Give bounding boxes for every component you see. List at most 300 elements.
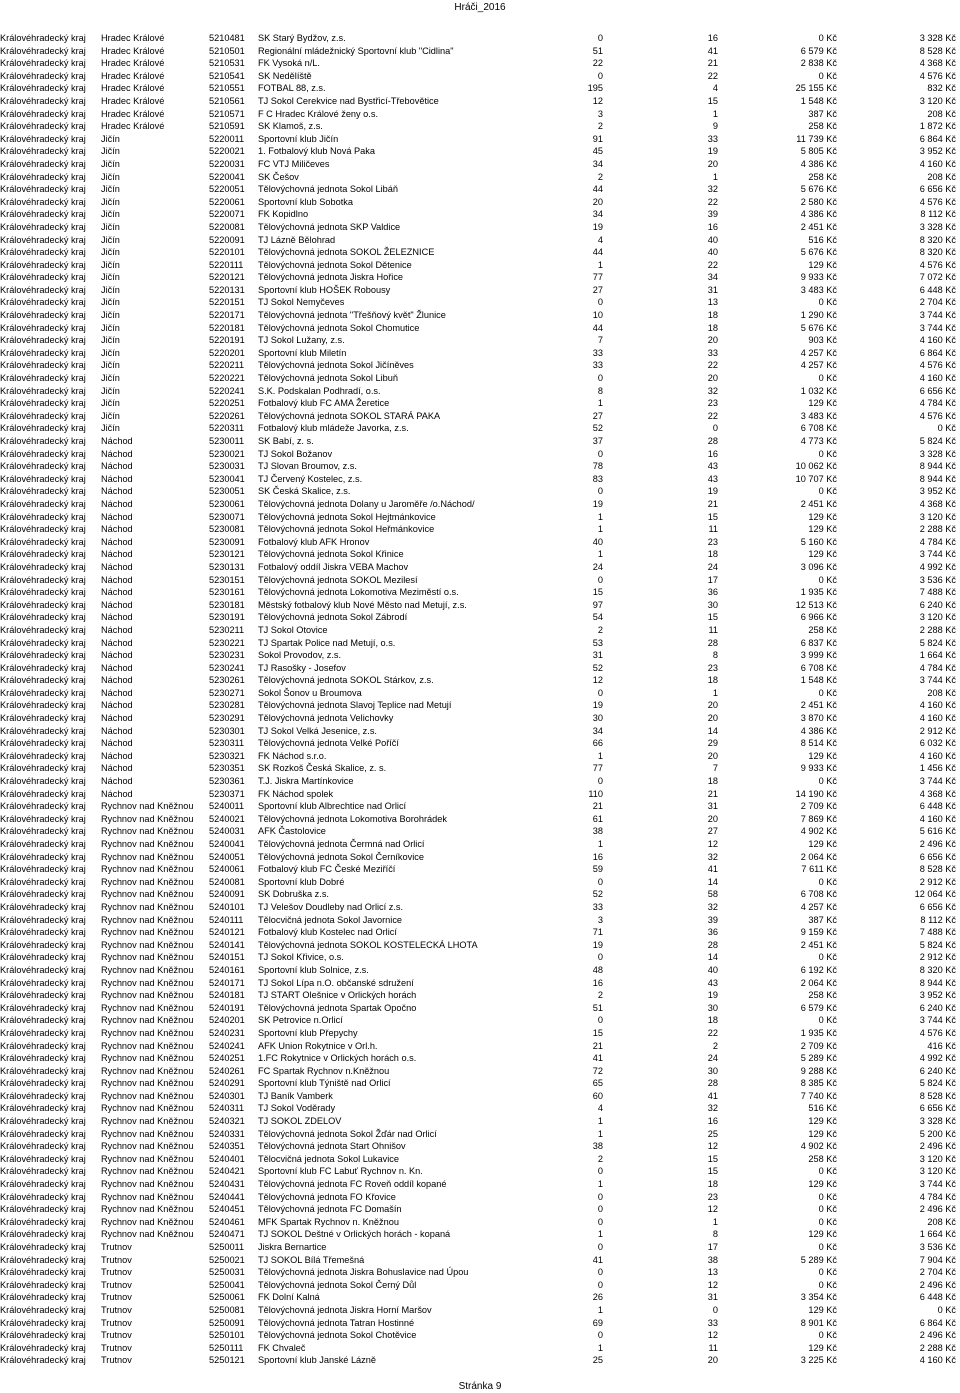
players-count-cell: 1 — [597, 549, 603, 560]
player-subsidy-cell: 4 386 Kč — [800, 725, 837, 736]
district-cell: Jičín — [101, 146, 120, 157]
table-row — [0, 296, 960, 309]
matches-count-cell: 28 — [707, 637, 718, 648]
club-code-cell: 5210591 — [209, 121, 245, 132]
club-code-cell: 5240311 — [209, 1103, 245, 1114]
match-subsidy-cell: 4 368 Kč — [919, 498, 956, 509]
club-name-cell: SK Klamoš, z.s. — [258, 121, 323, 132]
table-row — [0, 498, 960, 511]
player-subsidy-cell: 129 Kč — [808, 524, 837, 535]
club-name-cell: Tělovýchovná jednota Tatran Hostinné — [258, 1317, 415, 1328]
district-cell: Rychnov nad Kněžnou — [101, 826, 194, 837]
district-cell: Hradec Králové — [101, 83, 165, 94]
player-subsidy-cell: 11 739 Kč — [796, 133, 837, 144]
matches-count-cell: 22 — [707, 360, 718, 371]
matches-count-cell: 0 — [712, 423, 718, 434]
club-code-cell: 5240231 — [209, 1027, 245, 1038]
district-cell: Jičín — [101, 410, 120, 421]
matches-count-cell: 27 — [707, 826, 718, 837]
district-cell: Náchod — [101, 486, 133, 497]
player-subsidy-cell: 129 Kč — [808, 1128, 837, 1139]
table-row — [0, 800, 960, 813]
player-subsidy-cell: 2 451 Kč — [800, 498, 837, 509]
club-name-cell: SK Babí, z. s. — [258, 436, 314, 446]
matches-count-cell: 24 — [707, 1053, 718, 1064]
players-count-cell: 15 — [592, 587, 603, 598]
club-name-cell: Fotbalový klub AFK Hronov — [258, 536, 370, 547]
table-row — [0, 951, 960, 964]
region-cell: Královéhradecký kraj — [0, 1242, 86, 1252]
players-count-cell: 2 — [597, 624, 603, 635]
club-name-cell: Tělovýchovná jednota Sokol Zábrodí — [258, 612, 408, 623]
matches-count-cell: 18 — [707, 549, 718, 560]
match-subsidy-cell: 3 744 Kč — [919, 675, 956, 686]
matches-count-cell: 1 — [712, 108, 718, 119]
players-count-cell: 16 — [592, 851, 603, 862]
club-code-cell: 5240301 — [209, 1090, 245, 1101]
player-subsidy-cell: 3 483 Kč — [800, 410, 837, 421]
table-row — [0, 914, 960, 927]
club-code-cell: 5220011 — [209, 133, 245, 144]
club-name-cell: TJ START Olešnice v Orlických horách — [258, 990, 417, 1001]
players-count-cell: 66 — [592, 738, 603, 749]
matches-count-cell: 15 — [707, 1153, 718, 1164]
players-count-cell: 8 — [597, 385, 603, 396]
players-count-cell: 34 — [592, 725, 603, 736]
table-row — [0, 599, 960, 612]
club-code-cell: 5240351 — [209, 1141, 245, 1152]
table-row — [0, 1065, 960, 1078]
club-name-cell: SK Starý Bydžov, z.s. — [258, 33, 346, 43]
district-cell: Hradec Králové — [101, 121, 165, 132]
club-name-cell: Tělovýchovná jednota Spartak Opočno — [258, 1002, 417, 1013]
club-code-cell: 5250081 — [209, 1304, 245, 1315]
players-count-cell: 71 — [592, 927, 603, 938]
matches-count-cell: 43 — [707, 977, 718, 988]
matches-count-cell: 11 — [708, 1342, 718, 1353]
club-name-cell: Sportovní klub Solnice, z.s. — [258, 964, 369, 975]
player-subsidy-cell: 129 Kč — [808, 549, 837, 560]
players-count-cell: 77 — [592, 763, 603, 774]
matches-count-cell: 32 — [707, 385, 718, 396]
district-cell: Trutnov — [101, 1317, 132, 1328]
table-row — [0, 196, 960, 209]
table-row — [0, 1153, 960, 1166]
players-count-cell: 51 — [592, 45, 603, 56]
club-code-cell: 5240151 — [209, 952, 245, 963]
matches-count-cell: 8 — [712, 1229, 718, 1240]
club-name-cell: FK Kopidlno — [258, 209, 309, 220]
match-subsidy-cell: 8 112 Kč — [920, 914, 956, 925]
club-code-cell: 5230181 — [209, 599, 245, 610]
match-subsidy-cell: 3 744 Kč — [919, 310, 956, 321]
region-cell: Královéhradecký kraj — [0, 284, 86, 295]
matches-count-cell: 43 — [707, 473, 718, 484]
match-subsidy-cell: 208 Kč — [927, 171, 956, 182]
players-count-cell: 0 — [597, 448, 603, 459]
players-count-cell: 33 — [592, 360, 603, 371]
player-subsidy-cell: 0 Kč — [818, 876, 837, 887]
district-cell: Náchod — [101, 750, 133, 761]
club-code-cell: 5220151 — [209, 297, 245, 308]
match-subsidy-cell: 7 072 Kč — [919, 272, 956, 283]
club-code-cell: 5250041 — [209, 1279, 245, 1290]
club-code-cell: 5230061 — [209, 498, 245, 509]
club-name-cell: Tělovýchovná jednota SOKOL STARÁ PAKA — [258, 410, 441, 421]
player-subsidy-cell: 5 289 Kč — [800, 1254, 837, 1265]
district-cell: Náchod — [101, 574, 133, 585]
region-cell: Královéhradecký kraj — [0, 813, 86, 824]
club-code-cell: 5230221 — [209, 637, 245, 648]
matches-count-cell: 13 — [707, 297, 718, 308]
club-code-cell: 5240241 — [209, 1040, 245, 1051]
players-count-cell: 34 — [592, 209, 603, 220]
region-cell: Královéhradecký kraj — [0, 851, 86, 862]
player-subsidy-cell: 0 Kč — [818, 1242, 837, 1252]
match-subsidy-cell: 6 448 Kč — [919, 801, 956, 812]
district-cell: Rychnov nad Kněžnou — [101, 1090, 194, 1101]
player-subsidy-cell: 6 708 Kč — [800, 423, 837, 434]
matches-count-cell: 14 — [707, 876, 718, 887]
region-cell: Královéhradecký kraj — [0, 1027, 86, 1038]
player-subsidy-cell: 2 451 Kč — [800, 939, 837, 950]
player-subsidy-cell: 0 Kč — [818, 33, 837, 43]
region-cell: Královéhradecký kraj — [0, 1116, 86, 1127]
region-cell: Královéhradecký kraj — [0, 70, 86, 81]
data-table — [0, 32, 960, 1367]
region-cell: Královéhradecký kraj — [0, 826, 86, 837]
club-code-cell: 5210541 — [209, 70, 245, 81]
district-cell: Náchod — [101, 461, 133, 472]
district-cell: Jičín — [101, 322, 120, 333]
match-subsidy-cell: 3 744 Kč — [919, 549, 956, 560]
table-row — [0, 1329, 960, 1342]
region-cell: Královéhradecký kraj — [0, 1317, 86, 1328]
region-cell: Královéhradecký kraj — [0, 221, 86, 232]
district-cell: Rychnov nad Kněžnou — [101, 813, 194, 824]
region-cell: Královéhradecký kraj — [0, 423, 86, 434]
match-subsidy-cell: 6 240 Kč — [919, 599, 956, 610]
matches-count-cell: 43 — [707, 461, 718, 472]
region-cell: Královéhradecký kraj — [0, 1153, 86, 1164]
matches-count-cell: 14 — [707, 952, 718, 963]
table-row — [0, 813, 960, 826]
district-cell: Jičín — [101, 360, 120, 371]
match-subsidy-cell: 8 320 Kč — [919, 247, 956, 258]
table-row — [0, 57, 960, 70]
club-code-cell: 5210531 — [209, 58, 245, 69]
match-subsidy-cell: 2 288 Kč — [919, 624, 956, 635]
club-code-cell: 5230041 — [209, 473, 245, 484]
match-subsidy-cell: 2 496 Kč — [919, 1330, 956, 1341]
player-subsidy-cell: 4 902 Kč — [800, 1141, 837, 1152]
region-cell: Královéhradecký kraj — [0, 1204, 86, 1215]
players-count-cell: 1 — [597, 398, 603, 409]
club-code-cell: 5240471 — [209, 1229, 245, 1240]
match-subsidy-cell: 5 824 Kč — [919, 637, 956, 648]
district-cell: Rychnov nad Kněžnou — [101, 901, 194, 912]
player-subsidy-cell: 4 386 Kč — [800, 158, 837, 169]
table-row — [0, 939, 960, 952]
players-count-cell: 0 — [597, 876, 603, 887]
district-cell: Jičín — [101, 335, 120, 346]
district-cell: Rychnov nad Kněžnou — [101, 864, 194, 875]
player-subsidy-cell: 4 257 Kč — [800, 901, 837, 912]
club-name-cell: Tělovýchovná jednota FC Roveň oddíl kopané — [258, 1179, 447, 1190]
players-count-cell: 0 — [597, 1216, 603, 1227]
club-code-cell: 5230301 — [209, 725, 245, 736]
club-code-cell: 5220261 — [209, 410, 245, 421]
table-row — [0, 1128, 960, 1141]
table-row — [0, 284, 960, 297]
table-row — [0, 234, 960, 247]
club-name-cell: TJ SOKOL Deštné v Orlických horách - kopaná — [258, 1229, 451, 1240]
match-subsidy-cell: 7 488 Kč — [919, 587, 956, 598]
matches-count-cell: 29 — [707, 738, 718, 749]
table-row — [0, 1203, 960, 1216]
region-cell: Královéhradecký kraj — [0, 574, 86, 585]
region-cell: Královéhradecký kraj — [0, 247, 86, 258]
player-subsidy-cell: 0 Kč — [818, 1279, 837, 1290]
players-count-cell: 0 — [597, 1015, 603, 1026]
table-row — [0, 322, 960, 335]
district-cell: Rychnov nad Kněžnou — [101, 1103, 194, 1114]
region-cell: Královéhradecký kraj — [0, 864, 86, 875]
region-cell: Královéhradecký kraj — [0, 1179, 86, 1190]
region-cell: Královéhradecký kraj — [0, 901, 86, 912]
match-subsidy-cell: 8 944 Kč — [919, 461, 956, 472]
club-name-cell: Tělovýchovná jednota Sokol Žďár nad Orlicí — [258, 1128, 437, 1139]
player-subsidy-cell: 0 Kč — [818, 1330, 837, 1341]
players-count-cell: 27 — [592, 410, 603, 421]
club-code-cell: 5230231 — [209, 650, 245, 661]
club-code-cell: 5230151 — [209, 574, 245, 585]
region-cell: Královéhradecký kraj — [0, 1015, 86, 1026]
players-count-cell: 40 — [592, 536, 603, 547]
club-name-cell: Tělovýchovná jednota Sokol Černý Důl — [258, 1279, 417, 1290]
player-subsidy-cell: 8 514 Kč — [800, 738, 837, 749]
club-code-cell: 5230321 — [209, 750, 245, 761]
region-cell: Královéhradecký kraj — [0, 536, 86, 547]
page-title: Hráči_2016 — [454, 2, 506, 13]
district-cell: Náchod — [101, 624, 133, 635]
players-count-cell: 83 — [592, 473, 603, 484]
club-code-cell: 5220101 — [209, 247, 245, 258]
player-subsidy-cell: 516 Kč — [808, 234, 837, 245]
club-name-cell: SK Nedělíště — [258, 70, 312, 81]
matches-count-cell: 39 — [707, 914, 718, 925]
player-subsidy-cell: 258 Kč — [808, 1153, 837, 1164]
matches-count-cell: 16 — [707, 33, 718, 43]
club-name-cell: Sportovní klub Přepychy — [258, 1027, 358, 1038]
district-cell: Rychnov nad Kněžnou — [101, 889, 194, 900]
club-code-cell: 5220061 — [209, 196, 245, 207]
club-code-cell: 5230031 — [209, 461, 245, 472]
table-row — [0, 95, 960, 108]
table-row — [0, 397, 960, 410]
club-code-cell: 5230361 — [209, 776, 245, 787]
players-count-cell: 0 — [597, 952, 603, 963]
club-name-cell: FK Dolní Kalná — [258, 1292, 320, 1303]
players-count-cell: 24 — [592, 561, 603, 572]
matches-count-cell: 18 — [707, 675, 718, 686]
match-subsidy-cell: 8 320 Kč — [919, 964, 956, 975]
player-subsidy-cell: 0 Kč — [818, 1204, 837, 1215]
district-cell: Jičín — [101, 133, 120, 144]
player-subsidy-cell: 5 289 Kč — [800, 1053, 837, 1064]
region-cell: Královéhradecký kraj — [0, 788, 86, 799]
players-count-cell: 2 — [597, 1153, 603, 1164]
match-subsidy-cell: 2 704 Kč — [919, 1267, 956, 1278]
matches-count-cell: 32 — [707, 1103, 718, 1114]
match-subsidy-cell: 6 448 Kč — [919, 284, 956, 295]
district-cell: Hradec Králové — [101, 70, 165, 81]
player-subsidy-cell: 1 548 Kč — [800, 675, 837, 686]
players-count-cell: 4 — [597, 1103, 603, 1114]
player-subsidy-cell: 10 062 Kč — [795, 461, 837, 472]
club-name-cell: TJ Sokol Křivice, o.s. — [258, 952, 344, 963]
region-cell: Královéhradecký kraj — [0, 977, 86, 988]
district-cell: Náchod — [101, 725, 133, 736]
club-code-cell: 5210571 — [209, 108, 245, 119]
matches-count-cell: 20 — [707, 813, 718, 824]
matches-count-cell: 36 — [707, 927, 718, 938]
players-count-cell: 19 — [592, 498, 603, 509]
player-subsidy-cell: 1 935 Kč — [800, 587, 837, 598]
club-code-cell: 5220181 — [209, 322, 245, 333]
club-name-cell: Tělovýchovná jednota Sokol Libáň — [258, 184, 398, 195]
district-cell: Trutnov — [101, 1330, 132, 1341]
player-subsidy-cell: 2 064 Kč — [800, 851, 837, 862]
players-count-cell: 15 — [592, 1027, 603, 1038]
region-cell: Královéhradecký kraj — [0, 385, 86, 396]
player-subsidy-cell: 3 870 Kč — [800, 713, 837, 724]
table-row — [0, 259, 960, 272]
players-count-cell: 1 — [597, 259, 603, 270]
matches-count-cell: 41 — [707, 1090, 718, 1101]
matches-count-cell: 30 — [707, 599, 718, 610]
district-cell: Trutnov — [101, 1355, 132, 1366]
club-code-cell: 5220251 — [209, 398, 245, 409]
match-subsidy-cell: 2 704 Kč — [919, 297, 956, 308]
district-cell: Rychnov nad Kněžnou — [101, 1040, 194, 1051]
district-cell: Náchod — [101, 561, 133, 572]
table-row — [0, 1014, 960, 1027]
district-cell: Rychnov nad Kněžnou — [101, 1166, 194, 1177]
match-subsidy-cell: 6 032 Kč — [919, 738, 956, 749]
table-row — [0, 1317, 960, 1330]
players-count-cell: 2 — [597, 171, 603, 182]
district-cell: Jičín — [101, 184, 120, 195]
table-row — [0, 624, 960, 637]
club-code-cell: 5250031 — [209, 1267, 245, 1278]
table-row — [0, 221, 960, 234]
region-cell: Královéhradecký kraj — [0, 436, 86, 446]
table-row — [0, 145, 960, 158]
table-row — [0, 334, 960, 347]
table-row — [0, 977, 960, 990]
match-subsidy-cell: 3 744 Kč — [919, 1015, 956, 1026]
player-subsidy-cell: 903 Kč — [808, 335, 837, 346]
players-count-cell: 53 — [592, 637, 603, 648]
matches-count-cell: 38 — [707, 1254, 718, 1265]
match-subsidy-cell: 1 872 Kč — [919, 121, 956, 132]
club-name-cell: TJ Rasošky - Josefov — [258, 662, 346, 673]
district-cell: Náchod — [101, 650, 133, 661]
match-subsidy-cell: 6 656 Kč — [919, 385, 956, 396]
club-code-cell: 5240111 — [209, 914, 244, 925]
club-name-cell: FOTBAL 88, z.s. — [258, 83, 326, 94]
player-subsidy-cell: 9 933 Kč — [800, 272, 837, 283]
players-count-cell: 21 — [592, 1040, 603, 1051]
region-cell: Královéhradecký kraj — [0, 473, 86, 484]
region-cell: Královéhradecký kraj — [0, 398, 86, 409]
match-subsidy-cell: 5 200 Kč — [919, 1128, 956, 1139]
club-name-cell: AFK Častolovice — [258, 826, 326, 837]
club-code-cell: 5220191 — [209, 335, 245, 346]
club-name-cell: Regionální mládežnický Sportovní klub "Cidlina" — [258, 45, 454, 56]
page-number: Stránka 9 — [458, 1381, 502, 1392]
club-name-cell: Městský fotbalový klub Nové Město nad Metují, z.s. — [258, 599, 467, 610]
district-cell: Náchod — [101, 473, 133, 484]
matches-count-cell: 36 — [707, 587, 718, 598]
club-name-cell: TJ Sokol Cerekvice nad Bystřicí-Třebovětice — [258, 95, 439, 106]
players-count-cell: 26 — [592, 1292, 603, 1303]
players-count-cell: 110 — [588, 788, 603, 799]
table-row — [0, 410, 960, 423]
club-code-cell: 5220121 — [209, 272, 245, 283]
match-subsidy-cell: 208 Kč — [927, 687, 956, 698]
matches-count-cell: 15 — [707, 95, 718, 106]
district-cell: Hradec Králové — [101, 33, 165, 43]
region-cell: Královéhradecký kraj — [0, 801, 86, 812]
club-code-cell: 5230071 — [209, 511, 245, 522]
club-name-cell: Tělovýchovná jednota Sokol Hejtmánkovice — [258, 511, 436, 522]
district-cell: Trutnov — [101, 1267, 132, 1278]
club-name-cell: 1. Fotbalový klub Nová Paka — [258, 146, 375, 157]
players-count-cell: 59 — [592, 864, 603, 875]
club-name-cell: Tělovýchovná jednota Jiskra Bohuslavice nad Úpou — [258, 1267, 469, 1278]
club-code-cell: 5250061 — [209, 1292, 245, 1303]
region-cell: Královéhradecký kraj — [0, 410, 86, 421]
match-subsidy-cell: 3 120 Kč — [919, 95, 956, 106]
table-row — [0, 876, 960, 889]
table-row — [0, 347, 960, 360]
matches-count-cell: 20 — [707, 700, 718, 711]
player-subsidy-cell: 0 Kč — [818, 486, 837, 497]
player-subsidy-cell: 7 611 Kč — [801, 864, 837, 875]
match-subsidy-cell: 4 368 Kč — [919, 58, 956, 69]
matches-count-cell: 20 — [707, 1355, 718, 1366]
match-subsidy-cell: 3 328 Kč — [919, 33, 956, 43]
player-subsidy-cell: 6 708 Kč — [800, 662, 837, 673]
district-cell: Náchod — [101, 675, 133, 686]
player-subsidy-cell: 5 676 Kč — [800, 247, 837, 258]
club-name-cell: Fotbalový klub mládeže Javorka, z.s. — [258, 423, 409, 434]
club-code-cell: 5230211 — [209, 624, 245, 635]
district-cell: Rychnov nad Kněžnou — [101, 952, 194, 963]
district-cell: Rychnov nad Kněžnou — [101, 977, 194, 988]
club-name-cell: Tělovýchovná jednota FC Domašín — [258, 1204, 402, 1215]
player-subsidy-cell: 1 548 Kč — [800, 95, 837, 106]
player-subsidy-cell: 9 933 Kč — [800, 763, 837, 774]
table-row — [0, 586, 960, 599]
match-subsidy-cell: 3 744 Kč — [919, 776, 956, 787]
region-cell: Královéhradecký kraj — [0, 1166, 86, 1177]
players-count-cell: 0 — [597, 687, 603, 698]
match-subsidy-cell: 4 368 Kč — [919, 788, 956, 799]
players-count-cell: 20 — [592, 196, 603, 207]
